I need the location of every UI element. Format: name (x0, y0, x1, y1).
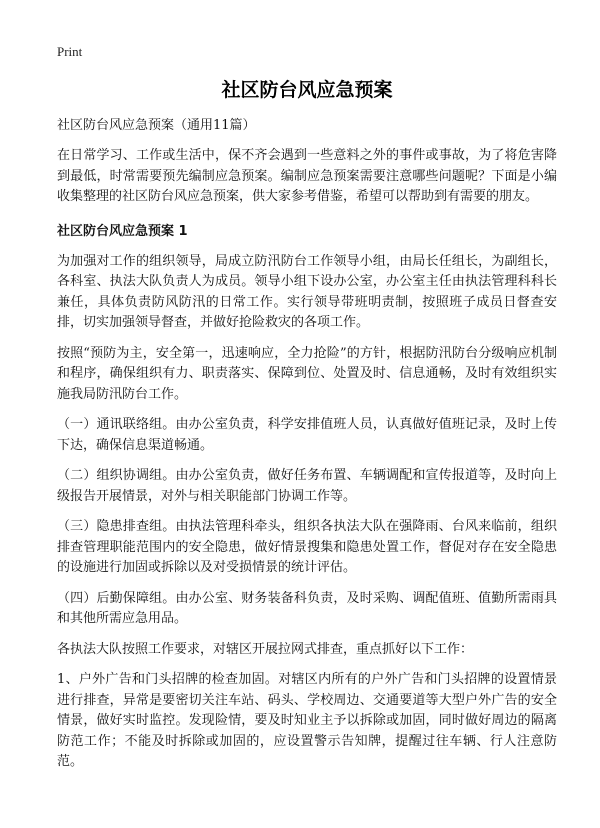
section-paragraph-organization: 为加强对工作的组织领导，局成立防汛防台工作领导小组，由局长任组长，为副组长，各科室、执法大队负责人为成员。领导小组下设办公室，办公室主任由执法管理科科长兼任，具体负责防风防汛的日常工作。实行领导带班明责制，按照班子成员日督查安排，切实加强领导督查，并做好抢险救灾的各项工作。 (57, 253, 557, 330)
section-paragraph-billboard-check: 1、户外广告和门头招牌的检查加固。对辖区内所有的户外广告和门头招牌的设置情景进行排查，异常是要密切关注车站、码头、学校周边、交通要道等大型户外广告的安全情景，做好实时监控。发现险情，要及时知业主予以拆除或加固，同时做好周边的隔离防范工作；不能及时拆除或加固的，应设置警示告知牌，提醒过往车辆、行人注意防范。 (57, 672, 557, 769)
section-paragraph-principle: 按照“预防为主，安全第一，迅速响应，全力抢险”的方针，根据防汛防台分级响应机制和程序，确保组织有力、职责落实、保障到位、处置及时、信息通畅，及时有效组织实施我局防汛防台工作。 (57, 345, 557, 402)
section-paragraph-inspection-group: （三）隐患排查组。由执法管理科牵头，组织各执法大队在强降雨、台风来临前，组织排查管理职能范围内的安全隐患，做好情景搜集和隐患处置工作，督促对存在安全隐患的设施进行加固或拆除以及对受损情景的统计评估。 (57, 519, 557, 575)
document-subtitle: 社区防台风应急预案（通用11篇） (57, 118, 256, 133)
print-link[interactable]: Print (57, 44, 83, 59)
page-title: 社区防台风应急预案 (221, 79, 393, 101)
intro-paragraph: 在日常学习、工作或生活中，保不齐会遇到一些意料之外的事件或事故，为了将危害降到最低，时常需要预先编制应急预案。编制应急预案需要注意哪些问题呢？下面是小编收集整理的社区防台风应急预案，供大家参考借鉴，希望可以帮助到有需要的朋友。 (57, 148, 557, 204)
section-heading: 社区防台风应急预案 1 (57, 223, 188, 239)
section-paragraph-coordination-group: （二）组织协调组。由办公室负责，做好任务布置、车辆调配和宣传报道等，及时向上级报告开展情景，对外与相关职能部门协调工作等。 (57, 468, 557, 504)
section-paragraph-requirements: 各执法大队按照工作要求，对辖区开展拉网式排查，重点抓好以下工作： (57, 641, 474, 657)
section-paragraph-logistics-group: （四）后勤保障组。由办公室、财务装备科负责，及时采购、调配值班、值勤所需雨具和其他所需应急用品。 (57, 590, 557, 626)
section-paragraph-communication-group: （一）通讯联络组。由办公室负责，科学安排值班人员，认真做好值班记录，及时上传下达，确保信息渠道畅通。 (57, 417, 557, 453)
